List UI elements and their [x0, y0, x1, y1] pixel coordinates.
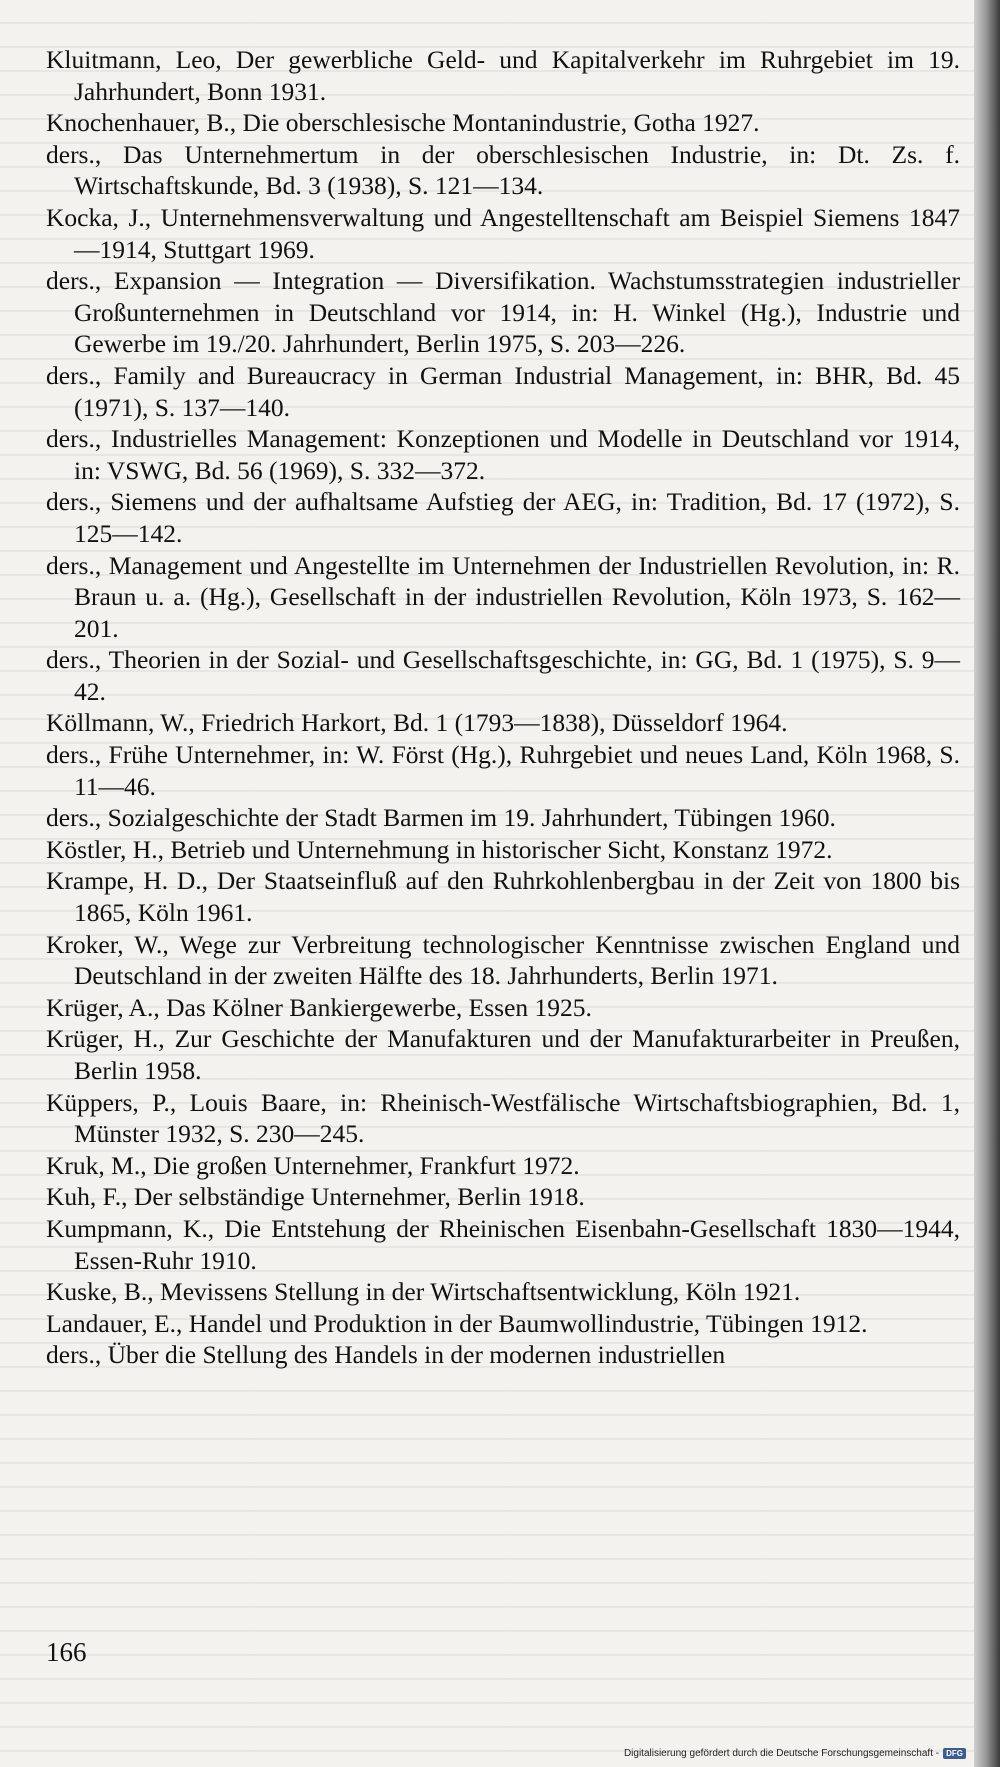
bibliography-list: [46, 44, 960, 1371]
bibliography-entry: ders., Industrielles Management: Konzeptionen und Modelle in Deutschland vor 1914, in: VSWG, Bd. 56 (1969), S. 332—372.: [46, 424, 960, 485]
bibliography-entry: ders., Management und Angestellte im Unternehmen der Industriellen Revolution, in: R. Braun u. a. (Hg.), Gesellschaft in der industriellen Revolution, Köln 1973, S. 162—201.: [46, 550, 960, 643]
dfg-logo-icon: DFG: [943, 1748, 966, 1759]
bibliography-entry: Kuske, B., Mevissens Stellung in der Wirtschaftsentwicklung, Köln 1921.: [46, 1277, 801, 1307]
book-binding-edge: [974, 0, 1000, 1767]
bibliography-entry: Küppers, P., Louis Baare, in: Rheinisch-Westfälische Wirtschaftsbiographien, Bd. 1, Münster 1932, S. 230—245.: [46, 1087, 960, 1149]
bibliography-entry: ders., Family and Bureaucracy in German Industrial Management, in: BHR, Bd. 45 (1971), S. 137—140.: [46, 360, 960, 422]
bibliography-entry: Köllmann, W., Friedrich Harkort, Bd. 1 (1793—1838), Düsseldorf 1964.: [46, 708, 788, 738]
bibliography-entry: Kocka, J., Unternehmensverwaltung und Angestelltenschaft am Beispiel Siemens 1847—1914, Stuttgart 1969.: [46, 202, 960, 264]
bibliography-entry: Kluitmann, Leo, Der gewerbliche Geld- und Kapitalverkehr im Ruhrgebiet im 19. Jahrhundert, Bonn 1931.: [46, 45, 960, 106]
bibliography-entry: ders., Das Unternehmertum in der oberschlesischen Industrie, in: Dt. Zs. f. Wirtschaftskunde, Bd. 3 (1938), S. 121—134.: [46, 139, 960, 201]
digitization-footer: [624, 1748, 966, 1759]
bibliography-entry: Köstler, H., Betrieb und Unternehmung in historischer Sicht, Konstanz 1972.: [46, 834, 833, 864]
bibliography-entry: Kuh, F., Der selbständige Unternehmer, Berlin 1918.: [46, 1182, 585, 1212]
bibliography-entry: Krüger, A., Das Kölner Bankiergewerbe, Essen 1925.: [46, 992, 592, 1022]
bibliography-entry: ders., Über die Stellung des Handels in der modernen industriellen: [46, 1340, 726, 1370]
bibliography-entry: Krüger, H., Zur Geschichte der Manufakturen und der Manufakturarbeiter in Preußen, Berlin 1958.: [46, 1024, 960, 1085]
bibliography-entry: Kroker, W., Wege zur Verbreitung technologischer Kenntnisse zwischen England und Deutschland in der zweiten Hälfte des 18. Jahrhunderts, Berlin 1971.: [46, 929, 960, 991]
bibliography-entry: ders., Sozialgeschichte der Stadt Barmen im 19. Jahrhundert, Tübingen 1960.: [46, 803, 836, 833]
bibliography-entry: ders., Frühe Unternehmer, in: W. Först (Hg.), Ruhrgebiet und neues Land, Köln 1968, S. 11—46.: [46, 740, 960, 801]
page-number: 166: [46, 1637, 87, 1667]
footer-text: Digitalisierung gefördert durch die Deutsche Forschungsgemeinschaft -: [623, 1748, 940, 1759]
bibliography-entry: Landauer, E., Handel und Produktion in der Baumwollindustrie, Tübingen 1912.: [46, 1308, 868, 1338]
bibliography-entry: Kumpmann, K., Die Entstehung der Rheinischen Eisenbahn-Gesellschaft 1830—1944, Essen-Ruhr 1910.: [46, 1213, 960, 1275]
bibliography-entry: ders., Theorien in der Sozial- und Gesellschaftsgeschichte, in: GG, Bd. 1 (1975), S. 9—42.: [46, 645, 960, 706]
bibliography-entry: ders., Expansion — Integration — Diversifikation. Wachstumsstrategien industrieller Großunternehmen in Deutschland vor 1914, in: H. Winkel (Hg.), Industrie und Gewerbe im 19./20. Jahrhundert, Berlin 1975, S. 203—226.: [46, 266, 960, 359]
bibliography-entry: Krampe, H. D., Der Staatseinfluß auf den Ruhrkohlenbergbau in der Zeit von 1800 bis 1865, Köln 1961.: [46, 866, 960, 928]
bibliography-entry: ders., Siemens und der aufhaltsame Aufstieg der AEG, in: Tradition, Bd. 17 (1972), S. 125—142.: [46, 487, 960, 548]
bibliography-entry: Kruk, M., Die großen Unternehmer, Frankfurt 1972.: [46, 1150, 580, 1180]
bibliography-entry: Knochenhauer, B., Die oberschlesische Montanindustrie, Gotha 1927.: [46, 108, 760, 138]
